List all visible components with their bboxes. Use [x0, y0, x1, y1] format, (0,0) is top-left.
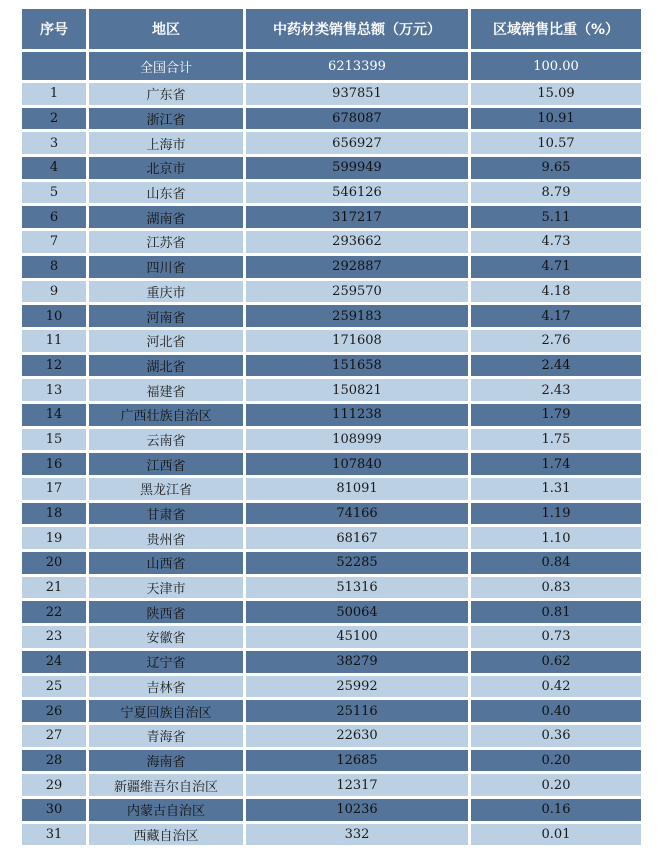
table-row	[22, 774, 641, 796]
cell-index: 14	[22, 404, 86, 426]
cell-share: 0.83	[471, 577, 641, 599]
cell-sales: 599949	[246, 157, 468, 179]
cell-share: 2.76	[471, 330, 641, 352]
cell-region: 湖北省	[89, 355, 243, 377]
cell-sales: 111238	[246, 404, 468, 426]
cell-share: 10.57	[471, 132, 641, 154]
cell-share: 4.18	[471, 281, 641, 303]
cell-index: 9	[22, 281, 86, 303]
cell-share: 1.19	[471, 503, 641, 525]
cell-share: 8.79	[471, 182, 641, 204]
cell-region: 海南省	[89, 750, 243, 772]
table-row	[22, 404, 641, 426]
cell-region: 黑龙江省	[89, 478, 243, 500]
cell-region: 辽宁省	[89, 651, 243, 673]
cell-share: 0.62	[471, 651, 641, 673]
cell-index: 17	[22, 478, 86, 500]
cell-index: 30	[22, 799, 86, 821]
cell-index: 6	[22, 206, 86, 228]
cell-share: 1.75	[471, 429, 641, 451]
cell-share: 10.91	[471, 108, 641, 130]
cell-region: 云南省	[89, 429, 243, 451]
cell-sales: 51316	[246, 577, 468, 599]
cell-share: 0.01	[471, 824, 641, 846]
cell-sales: 150821	[246, 379, 468, 401]
cell-region: 吉林省	[89, 676, 243, 698]
cell-index: 15	[22, 429, 86, 451]
cell-sales: 38279	[246, 651, 468, 673]
cell-index: 28	[22, 750, 86, 772]
table-row	[22, 256, 641, 278]
table-row	[22, 577, 641, 599]
cell-sales: 332	[246, 824, 468, 846]
cell-region: 湖南省	[89, 206, 243, 228]
cell-share: 0.36	[471, 725, 641, 747]
cell-index: 21	[22, 577, 86, 599]
cell-index: 13	[22, 379, 86, 401]
cell-region: 江西省	[89, 453, 243, 475]
table-body	[22, 52, 641, 845]
cell-share: 1.10	[471, 527, 641, 549]
cell-index: 1	[22, 83, 86, 105]
cell-sales: 25116	[246, 700, 468, 722]
table-row	[22, 700, 641, 722]
cell-index: 10	[22, 305, 86, 327]
table-row	[22, 206, 641, 228]
cell-region: 浙江省	[89, 108, 243, 130]
table-header	[22, 9, 641, 49]
cell-index: 3	[22, 132, 86, 154]
cell-share: 9.65	[471, 157, 641, 179]
cell-sales: 259570	[246, 281, 468, 303]
cell-region: 宁夏回族自治区	[89, 700, 243, 722]
cell-index: 31	[22, 824, 86, 846]
table-row	[22, 83, 641, 105]
table-row	[22, 453, 641, 475]
cell-index: 2	[22, 108, 86, 130]
cell-region: 广东省	[89, 83, 243, 105]
cell-share: 4.71	[471, 256, 641, 278]
cell-sales: 12685	[246, 750, 468, 772]
cell-region: 广西壮族自治区	[89, 404, 243, 426]
total-sales: 6213399	[246, 52, 468, 80]
table-row	[22, 108, 641, 130]
cell-index: 29	[22, 774, 86, 796]
cell-index: 26	[22, 700, 86, 722]
table-row	[22, 379, 641, 401]
cell-sales: 81091	[246, 478, 468, 500]
cell-sales: 151658	[246, 355, 468, 377]
cell-region: 青海省	[89, 725, 243, 747]
cell-sales: 22630	[246, 725, 468, 747]
cell-region: 天津市	[89, 577, 243, 599]
cell-index: 24	[22, 651, 86, 673]
cell-share: 4.17	[471, 305, 641, 327]
cell-sales: 107840	[246, 453, 468, 475]
cell-sales: 10236	[246, 799, 468, 821]
cell-index: 23	[22, 626, 86, 648]
cell-share: 2.44	[471, 355, 641, 377]
cell-sales: 317217	[246, 206, 468, 228]
total-index	[22, 52, 86, 80]
cell-sales: 108999	[246, 429, 468, 451]
cell-share: 0.73	[471, 626, 641, 648]
cell-sales: 52285	[246, 552, 468, 574]
cell-index: 27	[22, 725, 86, 747]
table-row	[22, 132, 641, 154]
cell-sales: 12317	[246, 774, 468, 796]
table-row	[22, 799, 641, 821]
cell-share: 1.31	[471, 478, 641, 500]
cell-index: 5	[22, 182, 86, 204]
cell-sales: 74166	[246, 503, 468, 525]
cell-region: 新疆维吾尔自治区	[89, 774, 243, 796]
header-region: 地区	[89, 9, 243, 49]
cell-share: 1.79	[471, 404, 641, 426]
cell-share: 0.16	[471, 799, 641, 821]
cell-region: 江苏省	[89, 231, 243, 253]
table-row	[22, 626, 641, 648]
cell-index: 18	[22, 503, 86, 525]
table-row	[22, 231, 641, 253]
cell-sales: 171608	[246, 330, 468, 352]
table-row	[22, 725, 641, 747]
table-row	[22, 676, 641, 698]
cell-sales: 68167	[246, 527, 468, 549]
cell-index: 20	[22, 552, 86, 574]
cell-region: 河南省	[89, 305, 243, 327]
cell-sales: 25992	[246, 676, 468, 698]
cell-sales: 656927	[246, 132, 468, 154]
cell-region: 北京市	[89, 157, 243, 179]
cell-share: 0.42	[471, 676, 641, 698]
cell-sales: 293662	[246, 231, 468, 253]
cell-sales: 45100	[246, 626, 468, 648]
cell-share: 5.11	[471, 206, 641, 228]
table-row	[22, 281, 641, 303]
cell-index: 16	[22, 453, 86, 475]
cell-region: 山西省	[89, 552, 243, 574]
header-index: 序号	[22, 9, 86, 49]
table-row	[22, 157, 641, 179]
table-row	[22, 330, 641, 352]
cell-sales: 292887	[246, 256, 468, 278]
sales-table	[19, 6, 644, 848]
total-region: 全国合计	[89, 52, 243, 80]
table-row	[22, 527, 641, 549]
cell-index: 19	[22, 527, 86, 549]
cell-region: 重庆市	[89, 281, 243, 303]
cell-region: 西藏自治区	[89, 824, 243, 846]
total-row	[22, 52, 641, 80]
cell-sales: 50064	[246, 601, 468, 623]
cell-index: 4	[22, 157, 86, 179]
table-row	[22, 305, 641, 327]
cell-share: 4.73	[471, 231, 641, 253]
cell-region: 四川省	[89, 256, 243, 278]
header-sales: 中药材类销售总额（万元）	[246, 9, 468, 49]
table-row	[22, 552, 641, 574]
cell-share: 0.81	[471, 601, 641, 623]
total-share: 100.00	[471, 52, 641, 80]
cell-sales: 937851	[246, 83, 468, 105]
cell-region: 陕西省	[89, 601, 243, 623]
table-row	[22, 750, 641, 772]
cell-region: 内蒙古自治区	[89, 799, 243, 821]
cell-region: 安徽省	[89, 626, 243, 648]
table-row	[22, 824, 641, 846]
cell-region: 上海市	[89, 132, 243, 154]
cell-index: 22	[22, 601, 86, 623]
cell-region: 山东省	[89, 182, 243, 204]
cell-region: 河北省	[89, 330, 243, 352]
header-share: 区域销售比重（%）	[471, 9, 641, 49]
table-row	[22, 182, 641, 204]
cell-region: 甘肃省	[89, 503, 243, 525]
cell-index: 7	[22, 231, 86, 253]
table-row	[22, 651, 641, 673]
cell-share: 0.84	[471, 552, 641, 574]
cell-index: 12	[22, 355, 86, 377]
cell-share: 0.20	[471, 774, 641, 796]
cell-share: 0.40	[471, 700, 641, 722]
table-row	[22, 601, 641, 623]
table-row	[22, 478, 641, 500]
cell-region: 贵州省	[89, 527, 243, 549]
cell-share: 0.20	[471, 750, 641, 772]
cell-share: 2.43	[471, 379, 641, 401]
header-row	[22, 9, 641, 49]
cell-sales: 678087	[246, 108, 468, 130]
table-row	[22, 355, 641, 377]
table-row	[22, 429, 641, 451]
cell-sales: 259183	[246, 305, 468, 327]
cell-index: 8	[22, 256, 86, 278]
cell-share: 1.74	[471, 453, 641, 475]
cell-region: 福建省	[89, 379, 243, 401]
cell-share: 15.09	[471, 83, 641, 105]
cell-index: 11	[22, 330, 86, 352]
cell-sales: 546126	[246, 182, 468, 204]
cell-index: 25	[22, 676, 86, 698]
table-row	[22, 503, 641, 525]
